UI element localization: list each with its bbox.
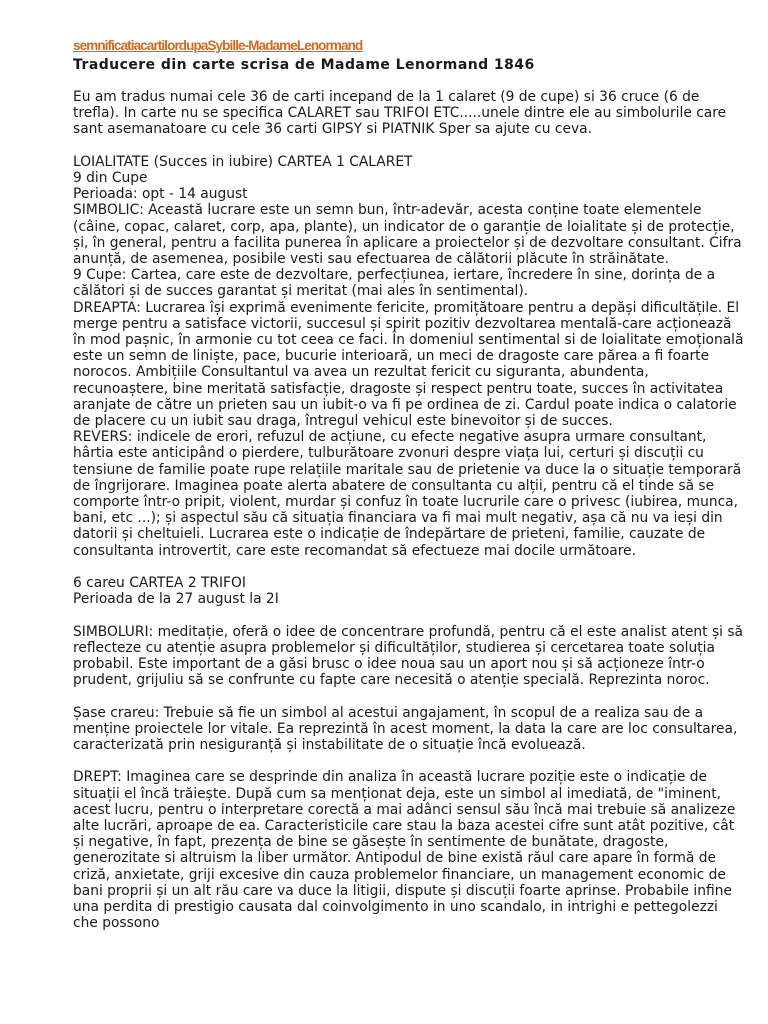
paragraph: Eu am tradus numai cele 36 de carti incepand de la 1 calaret (9 de cupe) si 36 cruce (6 de trefla). In carte nu se specifica CALARET sau TRIFOI ETC.....unele dintre ele au simbolurile care sant asemanatoare cu cele 36 carti GIPSY si PIATNIK Sper sa ajute cu ceva. bbox=[73, 89, 727, 138]
paragraph: DREAPTA: Lucrarea își exprimă evenimente fericite, promițătoare pentru a depăși dificultățile. El merge pentru a satisface victorii, succesul și spirit pozitiv dezvoltarea mentală-care acționează în mod pașnic, în armonie cu tot ceea ce faci. În domeniul sentimental si de loialitate emoțională este un semn de liniște, pace, bucurie interioară, un meci de dragoste care părea a fi foarte norocos. Ambițiile Consultantul va avea un rezultat fericit cu siguranta, abundenta, recunoaștere, bine meritată satisfacție, dragoste și respect pentru toate, succes în activitatea aranjate de către un prieten sau un iubit-o va fi pe ordinea de zi. Cardul poate indica o calatorie de placere cu un iubit sau draga, întregul vehicul este binevoitor și de succes. bbox=[73, 299, 744, 430]
paragraph: 9 Cupe: Cartea, care este de dezvoltare, perfecțiunea, iertare, încredere în sine, dorința de a călători și de succes garantat și meritat (mai ales în sentimental). bbox=[73, 267, 716, 300]
document-body bbox=[73, 89, 744, 931]
paragraph: Perioada: opt - 14 august bbox=[73, 186, 248, 203]
paragraph: SIMBOLIC: Această lucrare este un semn bun, într-adevăr, acesta conține toate elementele (câine, copac, calaret, corp, apa, plante), un indicator de o garanție de loialitate și de protecție, și, în general, pentru a facilita punerea în aplicare a proiectelor și de dezvoltare consultant. Cifra anunță, de asemenea, posibile vesti sau efectuarea de călătorii plăcute în străinătate. bbox=[73, 202, 742, 268]
paragraph: 6 careu CARTEA 2 TRIFOI bbox=[73, 575, 246, 592]
paragraph-gap bbox=[73, 688, 744, 704]
paragraph: Șase crareu: Trebuie să fie un simbol al acestui angajament, în scopul de a realiza sau de a menține proiectele lor vitale. Ea reprezintă în acest moment, la data la care are loc consultarea, caracterizată prin nesiguranță și instabilitate de o situație încă evoluează. bbox=[73, 704, 738, 754]
paragraph: 9 din Cupe bbox=[73, 170, 148, 186]
document-title: Traducere din carte scrisa de Madame Lenormand 1846 bbox=[73, 57, 535, 73]
paragraph: Perioada de la 27 august la 2I bbox=[73, 591, 279, 608]
paragraph: SIMBOLURI: meditație, oferă o idee de concentrare profundă, pentru că el este analist atent și să reflecteze cu atenție asupra problemelor și dificultăților, studierea și cercetarea toate soluția probabil. Este important de a găsi brusc o idee noua sau un aport nou și să acționeze într-o prudent, grijuliu să se confrunte cu fapte care necesită o atenție specială. Reprezinta noroc. bbox=[73, 623, 744, 689]
paragraph: LOIALITATE (Succes in iubire) CARTEA 1 CALARET bbox=[73, 153, 413, 170]
document-link[interactable]: semnificatiacartilordupaSybille-MadameLenormand bbox=[73, 38, 363, 53]
paragraph: DREPT: Imaginea care se desprinde din analiza în această lucrare poziție este o indicație de situații el încă trăiește. După cum sa menționat deja, este un simbol al imediată, de "iminent, acest lucru, pentru o interpretare corectă a mai adânci sensul său încă mai trebuie să analizeze alte lucrări, aproape de ea. Caracteristicile care stau la baza acestei cifre sunt atât pozitive, cât și negative, în fapt, prezența de bine se găsește în sentimente de bunătate, dragoste, generozitate si altruism la liber următor. Antipodul de bine există răul care apare în formă de criză, anxietate, griji excesive din cauza problemelor financiare, un management economic de bani proprii și un alt rău care va duce la litigii, dispute și discuții foarte aprinse. Probabile infine una perdita di prestigio causata dal coinvolgimento in uno scandalo, in intrighi e pettegolezzi che possono bbox=[73, 769, 736, 932]
paragraph-gap bbox=[73, 559, 744, 575]
paragraph-gap bbox=[73, 753, 744, 769]
paragraph-gap bbox=[73, 138, 744, 154]
paragraph-gap bbox=[73, 607, 744, 623]
paragraph: REVERS: indicele de erori, refuzul de acțiune, cu efecte negative asupra urmare consultant, hârtia este anticipând o pierdere, tulburătoare zvonuri despre viața lui, certuri și discuții cu tensiune de familie poate rupe relațiile maritale sau de prietenie va duce la o situație temporară de îngrijorare. Imaginea poate alerta abatere de consultanta cu alții, pentru că el tinde să se comporte într-o pripit, violent, murdar și confuz în toate lucrurile care o privesc (iubirea, munca, bani, etc ...); și aspectul său că situația financiara va fi mai mult negativ, așa că nu va ieși din datorii și cheltuieli. Lucrarea este o indicație de îndepărtare de prieteni, familie, cauzate de consultanta introvertit, care este recomandat să efectueze mai docile următoare. bbox=[73, 429, 742, 559]
